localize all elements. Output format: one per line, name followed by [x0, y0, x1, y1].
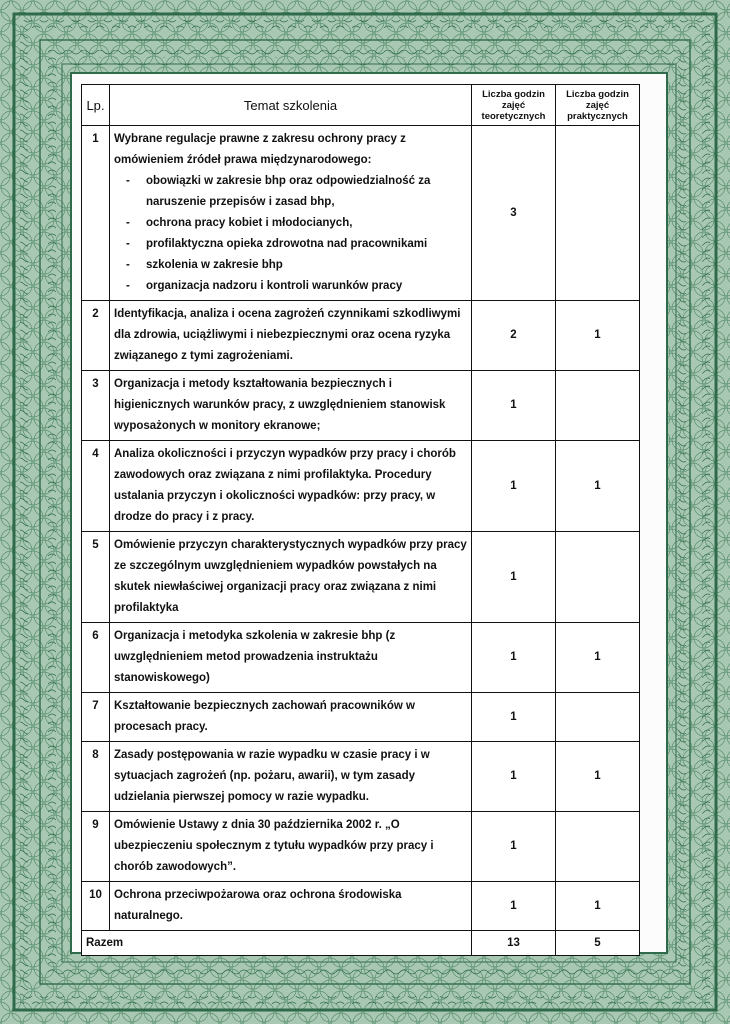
row-topic: Omówienie przyczyn charakterystycznych wypadków przy pracy ze szczególnym uwzględnieniem wypadków powstałych na skutek niewłaściwej organizacji pracy oraz związana z nimi profilaktyka — [110, 532, 472, 623]
table-row — [82, 623, 640, 693]
row-number: 4 — [82, 441, 110, 532]
practice-hours — [556, 693, 640, 742]
row-number: 7 — [82, 693, 110, 742]
practice-hours: 1 — [556, 742, 640, 812]
practice-hours: 1 — [556, 301, 640, 371]
practice-hours: 1 — [556, 441, 640, 532]
theory-hours: 3 — [472, 126, 556, 301]
table-row — [82, 371, 640, 441]
table-row — [82, 441, 640, 532]
row-topic: Zasady postępowania w razie wypadku w czasie pracy i w sytuacjach zagrożeń (np. pożaru, awarii), w tym zasady udzielania pierwszej pomocy w razie wypadku. — [110, 742, 472, 812]
table-row — [82, 742, 640, 812]
row-topic: Analiza okoliczności i przyczyn wypadków przy pracy i chorób zawodowych oraz związana z nimi profilaktyka. Procedury ustalania przyczyn i okoliczności wypadków: przy pracy, w drodze do pracy i z pracy. — [110, 441, 472, 532]
theory-hours: 1 — [472, 371, 556, 441]
row-topic: Identyfikacja, analiza i ocena zagrożeń czynnikami szkodliwymi dla zdrowia, uciążliwymi i niebezpiecznymi oraz ocena ryzyka związanego z tymi zagrożeniami. — [110, 301, 472, 371]
row-number: 6 — [82, 623, 110, 693]
row-topic: Organizacja i metodyka szkolenia w zakresie bhp (z uwzględnieniem metod prowadzenia instruktażu stanowiskowego) — [110, 623, 472, 693]
row-topic — [110, 126, 472, 301]
row-topic: Omówienie Ustawy z dnia 30 października 2002 r. „O ubezpieczeniu społecznym z tytułu wypadków przy pracy i chorób zawodowych”. — [110, 812, 472, 882]
table-row — [82, 532, 640, 623]
table-row — [82, 812, 640, 882]
total-theory-hours: 13 — [472, 931, 556, 956]
row-topic: Organizacja i metody kształtowania bezpiecznych i higienicznych warunków pracy, z uwzględnieniem stanowisk wyposażonych w monitory ekranowe; — [110, 371, 472, 441]
practice-hours — [556, 532, 640, 623]
row-number: 8 — [82, 742, 110, 812]
list-item: - szkolenia w zakresie bhp — [114, 255, 467, 276]
practice-hours — [556, 126, 640, 301]
row-number: 2 — [82, 301, 110, 371]
table-row — [82, 693, 640, 742]
theory-hours: 2 — [472, 301, 556, 371]
header-practice-hours: Liczba godzin zajęć praktycznych — [556, 85, 640, 126]
row-topic: Ochrona przeciwpożarowa oraz ochrona środowiska naturalnego. — [110, 882, 472, 931]
row-number: 10 — [82, 882, 110, 931]
header-topic: Temat szkolenia — [110, 85, 472, 126]
syllabus-table — [81, 84, 640, 956]
practice-hours: 1 — [556, 882, 640, 931]
topic-sub-list — [114, 171, 467, 297]
table-row — [82, 126, 640, 301]
theory-hours: 1 — [472, 623, 556, 693]
table-row — [82, 301, 640, 371]
theory-hours: 1 — [472, 441, 556, 532]
row-topic: Kształtowanie bezpiecznych zachowań pracowników w procesach pracy. — [110, 693, 472, 742]
header-theory-hours: Liczba godzin zajęć teoretycznych — [472, 85, 556, 126]
theory-hours: 1 — [472, 742, 556, 812]
theory-hours: 1 — [472, 693, 556, 742]
row-number: 5 — [82, 532, 110, 623]
row-number: 1 — [82, 126, 110, 301]
theory-hours: 1 — [472, 882, 556, 931]
total-practice-hours: 5 — [556, 931, 640, 956]
practice-hours — [556, 812, 640, 882]
row-topic-text: Wybrane regulacje prawne z zakresu ochrony pracy z omówieniem źródeł prawa międzynarodowego: — [114, 133, 406, 166]
theory-hours: 1 — [472, 812, 556, 882]
header-lp: Lp. — [82, 85, 110, 126]
list-item: - organizacja nadzoru i kontroli warunków pracy — [114, 276, 467, 297]
row-number: 3 — [82, 371, 110, 441]
table-row — [82, 882, 640, 931]
practice-hours — [556, 371, 640, 441]
header-row — [82, 85, 640, 126]
list-item: - profilaktyczna opieka zdrowotna nad pracownikami — [114, 234, 467, 255]
total-label: Razem — [82, 931, 472, 956]
practice-hours: 1 — [556, 623, 640, 693]
total-row — [82, 931, 640, 956]
list-item: - ochrona pracy kobiet i młodocianych, — [114, 213, 467, 234]
list-item: - obowiązki w zakresie bhp oraz odpowiedzialność za naruszenie przepisów i zasad bhp, — [114, 171, 467, 213]
theory-hours: 1 — [472, 532, 556, 623]
row-number: 9 — [82, 812, 110, 882]
